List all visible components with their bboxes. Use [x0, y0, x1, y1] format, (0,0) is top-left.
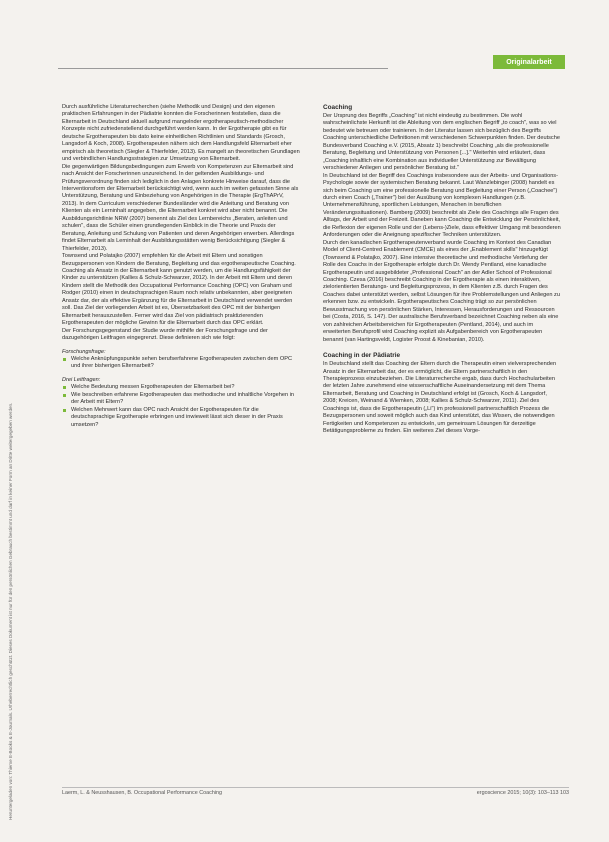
research-question-list: [62, 356, 301, 371]
left-column: [62, 104, 301, 429]
page-footer: [62, 790, 569, 800]
section-heading: Coaching in der Pädiatrie: [323, 352, 401, 360]
list-item: Welche Bedeutung messen Ergotherapeuten der Elternarbeit bei?: [71, 384, 301, 391]
footer-citation: ergoscience 2015; 10(3): 103–113 103: [476, 790, 569, 796]
paragraph: Der Forschungsgegenstand der Studie wurde mithilfe der Forschungsfrage und der dazugehörigen Leitfragen eingegrenzt. Diese definieren sich wie folgt:: [62, 327, 268, 342]
footer-authors: Laerm, L. & Neusshausen, B. Occupational Performance Coaching: [62, 790, 223, 796]
list-item: Welchen Mehrwert kann das OPC nach Ansicht der Ergotherapeuten für die deutschsprachige Ergotherapie erbringen und inwieweit lässt sich dieser in der Praxis umsetzen?: [71, 407, 301, 429]
header-rule: [58, 68, 388, 69]
footer-rule: [62, 787, 569, 788]
paragraph: Durch den kanadischen Ergotherapeutenverband wurde Coaching im Kontext des Canadian Model of Client-Centred Enablement (CMCE) als eines der „Enablement skills" hinzugefügt (Townsend & Polatajko, 2007). Eine intensive theoretische und methodische Vertiefung der Rolle des Coachs in der Ergotherapie erfolgte durch Dr. Wendy Pentland, eine kanadische Ergotherapeutin und ausgebildeter „Professional Coach" an der Adler School of Professional Coaching. Czesa (2016) beschreibt Coaching in der Ergotherapie als einen interaktiven, zielorientierten Beratungs- und Begleitungsprozess, in dem Klienten z.B. durch Fragen des Coaches dabei unterstützt werden, selbst Lösungen für ihre Problemstellungen und Anliegen zu erkennen bzw. zu entwickeln. Ergotherapeutisches Coaching trägt so zur persönlichen Bewusstmachung von persönlichen Stärken, Interessen, Herausforderungen und Ressourcen bei (Costa, 2016, S. 147). Der australische Berufsverband bezeichnet Coaching neben als eine von zahlreichen Arbeitsbereichen für Ergotherapeuten (Pentland, 2014), und auch im erweiterten Berufsprofil wird Coaching explizit als Aufgabenbereich von Ergotherapeuten benannt (van Hartingsveldt, Logister Proost & Kinebanian, 2010).: [323, 239, 560, 343]
paragraph: Durch ausführliche Literaturrecherchen (siehe Methodik und Design) und den eigenen praktischen Erfahrungen in der Pädiatrie konnten die Forscherinnen feststellen, dass die Elternarbeit in Deutschland aktuell aufgrund mangelnder ergotherapeutisch-methodischer Konzepte nicht zufriedenstellend durchgeführt werden kann. In der Ergotherapie gibt es für deutsche Ergotherapeuten bis dato keine einheitlichen Richtlinien und Standards (Grosch, Langsdorf & Koch, 2008). Ergotherapeuten nähern sich dem Handlungsfeld Elternarbeit eher empirisch als theoretisch (Siegler & Thierfelder, 2013). Es mangelt an theoretischen Grundlagen und verbindlichen Handlungsstrategien zur Umsetzung von Elternarbeit.: [62, 104, 300, 163]
section-tab: Originalarbeit: [493, 55, 565, 69]
guiding-questions-label: Drei Leitfragen:: [62, 376, 101, 383]
paragraph: In Deutschland stellt das Coaching der Eltern durch die Therapeutin einen vielversprechenden Ansatz in der Elternarbeit dar, der es ermöglicht, die Eltern partnerschaftlich in den Therapieprozess einzubeziehen. Die Literaturrecherche ergab, dass durch Hochschularbeiten der letzten Jahre zunehmend eine wissenschaftliche Auseinandersetzung mit dem Thema Elternarbeit, Beratung und Coaching in Deutschland erfolgt ist (Grosch, Koch & Langsdorf, 2008; Kreicen, Weinand & Wiemken, 2008; Kallies & Schulz-Schwarzer, 2011). Ziel des Coachings ist, dass die Ergotherapeutin („Li") im professionell partnerschaftlich Prozess die Bezugspersonen und soweit möglich auch das Kind unterstützt, das Wissen, die notwendigen Fertigkeiten und Kompetenzen zu entwickeln, um gemeinsam Lösungen für derzeitige Betätigungsprobleme zu finden. Ein weiteres Ziel dieses Vorge-: [323, 361, 557, 435]
paragraph: Townsend und Polatajko (2007) empfehlen für die Arbeit mit Eltern und sonstigen Bezugspersonen von Kindern die Beratung, Begleitung und das ergotherapeutische Coaching.: [62, 253, 296, 267]
paragraph: Coaching als Ansatz in der Elternarbeit kann genutzt werden, um die Handlungsfähigkeit der Kinder zu unterstützen (Kallies & Schulz-Schwarzer, 2012). In der Arbeit mit Eltern und deren Kindern stellt die Methodik des Occupational Performance Coaching (OPC) von Graham und Rodger (2010) einen in deutschsprachigen Raum noch relativ unbekannten, aber geeigneten Ansatz dar, der als effektive Ergänzung für die Elternarbeit in Deutschland verwendet werden soll. Das Ziel der vorliegenden Arbeit ist es, Übersetzbarkeit des OPC mit der bisherigen Elternarbeit herauszustellen. Ferner wird das Ziel von pädiatrisch praktizierenden Ergotherapeuten der mögliche Gewinn für die Elternarbeit durch das OPC erklärt.: [62, 267, 293, 327]
paragraph: In Deutschland ist der Begriff des Coachings insbesondere aus der Arbeits- und Organisations-Psychologie sowie der systemischen Beratung bekannt. Laut Wanzlebinger (2008) handelt es sich beim Coaching um eine professionelle Beratung und Begleitung einer Person („Coachee") durch einen Coach („Trainer") bei der Ausübung von komplexen Handlungen (z.B. Unternehmensführung, sportlichen Leistungen, Menschen in beruflichen Veränderungssituationen). Bamberg (2009) beschreibt als Ziele des Coachings alle Fragen des Alltags, der Arbeit und der Freizeit. Daneben kann Coaching die Entwicklung der Persönlichkeit, die Reflexion der eigenen Rolle und der (Lebens-)Ziele, dass effektiver Umgang mit besonderen Anforderungen oder die Aneignung spezifischer Techniken unterstützen.: [323, 172, 561, 239]
guiding-questions-list: [62, 384, 301, 429]
right-column: [323, 104, 562, 436]
research-question-label: Forschungsfrage:: [62, 348, 106, 355]
paragraph: Die gegenwärtigen Bildungsbedingungen zum Erwerb von Kompetenzen zur Elternarbeit sind nach Ansicht der Forscherinnen unzureichend. In der geltenden Ausbildungs- und Prüfungsverordnung finden sich lediglich in den Anlagen konkrete Hinweise darauf, dass die Interventionsform der Elternarbeit berücksichtigt wird, wenn auch im weiten gefassten Sinne als Unterstützung, Beratung und Einbeziehung von Angehörigen in die Therapie (ErgThAPrV, 2013). In dem Curriculum verschiedener Bundesländer wird die Anleitung und Beratung von Klienten als ein Lerninhalt angegeben, die Elternarbeit konkret wird aber nicht benannt. Die Ausbildungsrichtlinie NRW (2007) benennt als Ziel des Lernbereichs „Beraten, anleiten und schulen", dass die Schüler einen grundlegenden Einblick in die Theorie und Praxis der Beratung, Anleitung und Schulung von Patienten und deren Angehörigen erwerben. Allerdings findet Elternarbeit als Lerninhalt der Ausbildungsstätten wenig Berücksichtigung (Siegler & Thierfelder, 2013).: [62, 163, 299, 252]
download-notice: Heruntergeladen von: Thieme E-Books & E-Journals. Urheberrechtlich geschützt. Dieses Dokument ist nur für den persönlichen Gebrauch bestimmt und darf in keiner Form an Dritte weitergegeben werden.: [8, 402, 13, 820]
section-heading: Coaching: [323, 104, 353, 111]
list-item: Wie beschreiben erfahrene Ergotherapeuten das methodische und inhaltliche Vorgehen in der Arbeit mit Eltern?: [71, 392, 301, 407]
paragraph: Der Ursprung des Begriffs „Coaching" ist nicht eindeutig zu bestimmen. Die wohl wahrscheinlichste Herkunft ist die Ableitung von dem englischen Begriff „to coach", was so viel bedeutet wie betreuen oder trainieren. In der Literatur lassen sich bezüglich des Begriffs Coaching unterschiedliche Definitionen mit verschiedenen Schwerpunkten finden. Der deutsche Bundesverband Coaching e.V. (2015, Absatz 1) beschreibt Coaching „als die professionelle Beratung, Begleitung und Unterstützung von Personen [...]." Weiterhin wird erläutert, dass „Coaching inhaltlich eine Kombination aus individueller Unterstützung zur Bewältigung verschiedener Anliegen und persönlicher Beratung ist.": [323, 113, 560, 172]
list-item: Welche Anknüpfungspunkte sehen berufserfahrene Ergotherapeuten zwischen dem OPC und ihrer bisherigen Elternarbeit?: [71, 356, 301, 371]
